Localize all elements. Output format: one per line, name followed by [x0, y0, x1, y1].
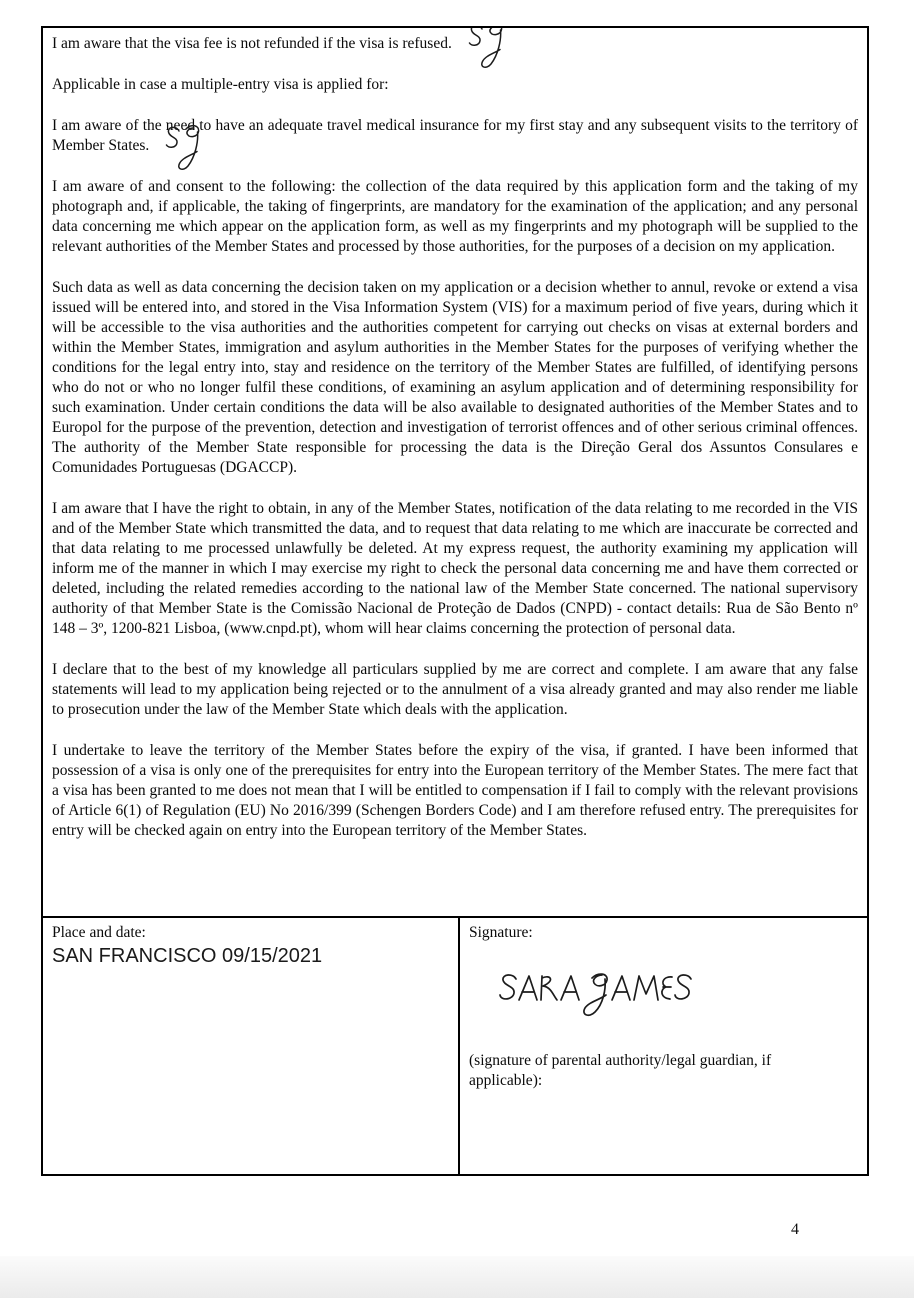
place-and-date-cell: [43, 918, 460, 1174]
signature-cell: [460, 918, 867, 1174]
statement-visa-fee: [52, 34, 858, 54]
signature-label: Signature:: [469, 924, 533, 941]
applicant-initials-signature[interactable]: [466, 28, 508, 74]
signature-row: [43, 916, 867, 1174]
initials-field-1[interactable]: [456, 47, 506, 48]
declaration-statements: [43, 28, 867, 916]
applicant-initials-signature[interactable]: [163, 118, 205, 176]
statement-text: I am aware of and consent to the following: the collection of the data required by this application form and the taking of my photograph and, if applicable, the taking of fingerprints, are mandatory for the examination of the application; and any personal data concerning me which appear on the application form, as well as my fingerprints and my photograph will be supplied to the relevant authorities of the Member States and processed by those authorities, for the purposes of a decision on my application.: [52, 178, 858, 255]
guardian-signature-note: (signature of parental authority/legal guardian, if applicable):: [469, 1052, 772, 1089]
page-edge-shadow: [0, 1256, 914, 1298]
applicant-signature[interactable]: [495, 963, 705, 1021]
statement-text: I am aware that I have the right to obtain, in any of the Member States, notification of the data relating to me recorded in the VIS and of the Member State which transmitted the data, and to request that data relating to me which are inaccurate be corrected and that data relating to me processed unlawfully be deleted. At my express request, the authority examining my application will inform me of the manner in which I may exercise my right to check the personal data concerning me and have them corrected or deleted, including the related remedies according to the national law of the Member State concerned. The national supervisory authority of that Member State is the Comissão Nacional de Proteção de Dados (CNPD) - contact details: Rua de São Bento nº 148 – 3º, 1200-821 Lisboa, (www.cnpd.pt), whom will hear claims concerning the protection of personal data.: [52, 500, 858, 637]
place-and-date-value[interactable]: SAN FRANCISCO 09/15/2021: [52, 945, 323, 967]
declaration-form-table: [41, 26, 869, 1176]
statement-text: Applicable in case a multiple-entry visa is applied for:: [52, 76, 389, 93]
statement-text: I declare that to the best of my knowledge all particulars supplied by me are correct and complete. I am aware that any false statements will lead to my application being rejected or to the annulment of a visa already granted and may also render me liable to prosecution under the law of the Member State which deals with the application.: [52, 661, 858, 718]
initials-field-2[interactable]: [153, 149, 203, 150]
statement-medical-insurance: [52, 116, 858, 156]
statement-multiple-entry: [52, 75, 858, 95]
statement-declaration-correct: [52, 660, 858, 720]
statement-text: I undertake to leave the territory of the Member States before the expiry of the visa, if granted. I have been informed that possession of a visa is only one of the prerequisites for entry into the European territory of the Member States. The mere fact that a visa has been granted to me does not mean that I will be entitled to compensation if I fail to comply with the relevant provisions of Article 6(1) of Regulation (EU) No 2016/399 (Schengen Borders Code) and I am therefore refused entry. The prerequisites for entry will be checked again on entry into the European territory of the Member States.: [52, 742, 858, 839]
statement-text: I am aware of the need to have an adequate travel medical insurance for my first stay and any subsequent visits to the territory of Member States.: [52, 117, 858, 154]
statement-data-rights: [52, 499, 858, 639]
statement-text: I am aware that the visa fee is not refunded if the visa is refused.: [52, 35, 452, 52]
place-and-date-label: Place and date:: [52, 924, 146, 941]
statement-data-consent: [52, 177, 858, 257]
statement-undertake-leave: [52, 741, 858, 841]
statement-vis-storage: [52, 278, 858, 478]
page-number: 4: [791, 1221, 799, 1238]
statement-text: Such data as well as data concerning the decision taken on my application or a decision whether to annul, revoke or extend a visa issued will be entered into, and stored in the Visa Information System (VIS) for a maximum period of five years, during which it will be accessible to the visa authorities and the authorities competent for carrying out checks on visas at external borders and within the Member States, immigration and asylum authorities in the Member States for the purposes of verifying whether the conditions for the legal entry into, stay and residence on the territory of the Member States are fulfilled, of identifying persons who do not or who no longer fulfil these conditions, of examining an asylum application and of determining responsibility for such examination. Under certain conditions the data will be also available to designated authorities of the Member States and to Europol for the purpose of the prevention, detection and investigation of terrorist offences and of other serious criminal offences. The authority of the Member State responsible for processing the data is the Direção Geral dos Assuntos Consulares e Comunidades Portuguesas (DGACCP).: [52, 279, 858, 476]
